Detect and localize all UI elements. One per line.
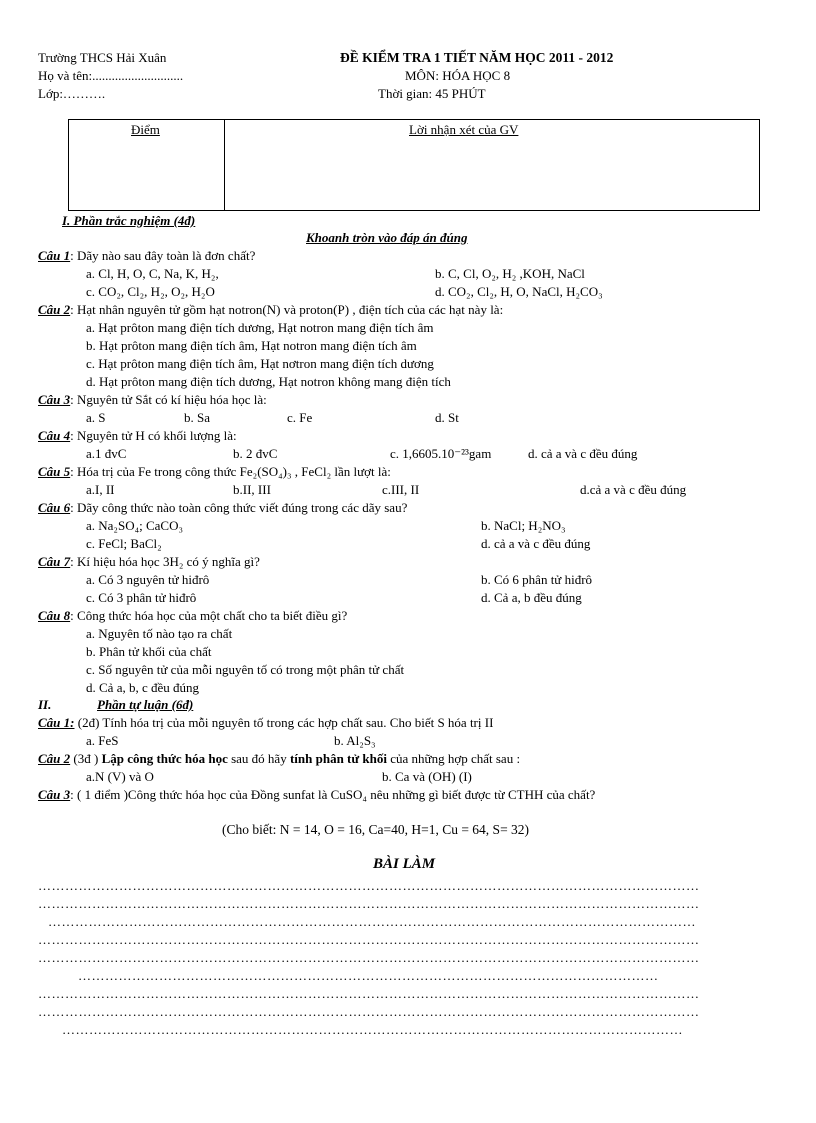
exam-title: ĐỀ KIỂM TRA 1 TIẾT NĂM HỌC 2011 - 2012 [340, 50, 614, 65]
question-7-text: : Kí hiệu hóa học 3H₂ có ý nghĩa gì? [70, 554, 260, 569]
question-1-text: : Dãy nào sau đây toàn là đơn chất? [70, 248, 256, 263]
q4-option-c[interactable]: c. 1,6605.10⁻²³gam [390, 446, 492, 461]
question-4-label: Câu 4 [38, 428, 71, 443]
q5-option-d[interactable]: d.cả a và c đều đúng [580, 482, 687, 497]
q1-option-d[interactable]: d. CO₂, Cl₂, H, O, NaCl, H₂CO₃ [435, 284, 603, 299]
question-6 [38, 500, 407, 516]
q3-option-d[interactable]: d. St [435, 410, 459, 425]
part2-numeral: II. [38, 697, 52, 712]
q7-option-c[interactable]: c. Có 3 phân tử hiđrô [86, 590, 197, 605]
question-3-text: : Nguyên tử Sắt có kí hiệu hóa học là: [70, 392, 267, 407]
essay-question-1 [38, 715, 493, 731]
q8-option-d[interactable]: d. Cả a, b, c đều đúng [86, 680, 200, 695]
question-4 [38, 428, 237, 444]
question-3-label: Câu 3 [38, 392, 71, 407]
essay-question-2-task-1: Lập công thức hóa học [101, 751, 228, 766]
q1-option-a[interactable]: a. Cl, H, O, C, Na, K, H₂, [86, 266, 219, 281]
essay-question-2 [38, 751, 520, 767]
question-1 [38, 248, 255, 264]
answer-line[interactable]: ………………………………………………………………………………………………………………………………… [38, 950, 700, 965]
q2-option-a[interactable]: a. Hạt prôton mang điện tích dương, Hạt notron mang điện tích âm [86, 320, 434, 335]
part2-heading: Phần tự luận (6đ) [97, 697, 194, 712]
question-8-label: Câu 8 [38, 608, 71, 623]
q4-option-d[interactable]: d. cả a và c đều đúng [528, 446, 638, 461]
answer-line[interactable]: ………………………………………………………………………………………………………………………………… [38, 986, 700, 1001]
answer-line[interactable]: ………………………………………………………………………………………………………………… [78, 968, 659, 983]
q5-option-a[interactable]: a.I, II [86, 482, 115, 497]
essay-question-3-text: : ( 1 điểm )Công thức hóa học của Đồng sunfat là CuSO₄ nêu những gì biết được từ CTHH của chất? [70, 787, 596, 802]
part1-instruction: Khoanh tròn vào đáp án đúng [306, 230, 468, 245]
q1-option-b[interactable]: b. C, Cl, O₂, H₂ ,KOH, NaCl [435, 266, 585, 281]
q7-option-b[interactable]: b. Có 6 phân tử hiđrô [481, 572, 593, 587]
q3-option-c[interactable]: c. Fe [287, 410, 313, 425]
question-5-label: Câu 5 [38, 464, 71, 479]
q8-option-b[interactable]: b. Phân tử khối của chất [86, 644, 212, 659]
answer-line[interactable]: ………………………………………………………………………………………………………………………………… [38, 878, 700, 893]
subject: MÔN: HÓA HỌC 8 [405, 68, 511, 83]
question-6-label: Câu 6 [38, 500, 71, 515]
q3-option-b[interactable]: b. Sa [184, 410, 210, 425]
score-table [68, 119, 760, 211]
essay-question-2-tail: của những hợp chất sau : [387, 751, 521, 766]
q5-option-c[interactable]: c.III, II [382, 482, 420, 497]
question-2 [38, 302, 503, 318]
answer-line[interactable]: ……………………………………………………………………………………………………………………………… [48, 914, 696, 929]
essay-q2-item-a: a.N (V) và O [86, 769, 154, 784]
school-name: Trường THCS Hải Xuân [38, 50, 167, 65]
essay-question-2-connector: sau đó hãy [227, 751, 290, 766]
q1-option-c[interactable]: c. CO₂, Cl₂, H₂, O₂, H₂O [86, 284, 215, 299]
answer-line[interactable]: ………………………………………………………………………………………………………………………… [62, 1022, 683, 1037]
essay-q2-item-b: b. Ca và (OH) (I) [382, 769, 472, 784]
q4-option-a[interactable]: a.1 đvC [86, 446, 127, 461]
q6-option-b[interactable]: b. NaCl; H₂NO₃ [481, 518, 566, 533]
question-1-label: Câu 1 [38, 248, 71, 263]
q2-option-c[interactable]: c. Hạt prôton mang điện tích âm, Hạt nơtron mang điện tích dương [86, 356, 434, 371]
q7-option-a[interactable]: a. Có 3 nguyên tử hiđrô [86, 572, 210, 587]
q3-option-a[interactable]: a. S [86, 410, 106, 425]
essay-question-2-task-2: tính phân tử khối [289, 751, 387, 766]
question-8-text: : Công thức hóa học của một chất cho ta biết điều gì? [70, 608, 348, 623]
answer-line[interactable]: ………………………………………………………………………………………………………………………………… [38, 932, 700, 947]
question-2-text: : Hạt nhân nguyên tử gồm hạt notron(N) và proton(P) , điện tích của các hạt này là: [70, 302, 504, 317]
class-line: Lớp:………. [38, 86, 106, 101]
score-label: Điểm [131, 122, 160, 137]
question-8 [38, 608, 347, 624]
q8-option-c[interactable]: c. Số nguyên tử của mỗi nguyên tố có trong một phân tử chất [86, 662, 405, 677]
essay-q1-item-a: a. FeS [86, 733, 119, 748]
q7-option-d[interactable]: d. Cả a, b đều đúng [481, 590, 582, 605]
q6-option-a[interactable]: a. Na₂SO₄; CaCO₃ [86, 518, 184, 533]
question-2-label: Câu 2 [38, 302, 71, 317]
score-table-divider [224, 120, 225, 210]
teacher-comment-label: Lời nhận xét của GV [409, 122, 519, 137]
essay-question-2-points: (3đ ) [70, 751, 102, 766]
given-atomic-masses: (Cho biết: N = 14, O = 16, Ca=40, H=1, Cu = 64, S= 32) [222, 822, 530, 837]
essay-question-3-label: Câu 3 [38, 787, 71, 802]
answer-heading: BÀI LÀM [373, 856, 436, 872]
essay-question-3 [38, 787, 595, 803]
answer-line[interactable]: ………………………………………………………………………………………………………………………………… [38, 896, 700, 911]
q5-option-b[interactable]: b.II, III [233, 482, 271, 497]
part1-heading: I. Phần trắc nghiệm (4đ) [62, 213, 196, 228]
question-5-text: : Hóa trị của Fe trong công thức Fe₂(SO₄)₃ , FeCl₂ lần lượt là: [70, 464, 391, 479]
answer-line[interactable]: ………………………………………………………………………………………………………………………………… [38, 1004, 700, 1019]
essay-question-1-text: (2đ) Tính hóa trị của mỗi nguyên tố trong các hợp chất sau. Cho biết S hóa trị II [74, 715, 494, 730]
question-7 [38, 554, 260, 570]
question-5 [38, 464, 391, 480]
question-6-text: : Dãy công thức nào toàn công thức viết đúng trong các dãy sau? [70, 500, 408, 515]
q2-option-b[interactable]: b. Hạt prôton mang điện tích âm, Hạt notron mang điện tích âm [86, 338, 417, 353]
student-name-line: Họ và tên:............................ [38, 68, 184, 83]
q8-option-a[interactable]: a. Nguyên tố nào tạo ra chất [86, 626, 233, 641]
question-3 [38, 392, 267, 408]
exam-time: Thời gian: 45 PHÚT [378, 86, 486, 101]
q4-option-b[interactable]: b. 2 đvC [233, 446, 278, 461]
essay-question-1-label: Câu 1: [38, 715, 75, 730]
essay-question-2-label: Câu 2 [38, 751, 71, 766]
q6-option-d[interactable]: d. cả a và c đều đúng [481, 536, 591, 551]
question-4-text: : Nguyên tử H có khối lượng là: [70, 428, 237, 443]
question-7-label: Câu 7 [38, 554, 71, 569]
q2-option-d[interactable]: d. Hạt prôton mang điện tích dương, Hạt notron không mang điện tích [86, 374, 451, 389]
essay-q1-item-b: b. Al₂S₃ [334, 733, 376, 748]
q6-option-c[interactable]: c. FeCl; BaCl₂ [86, 536, 162, 551]
